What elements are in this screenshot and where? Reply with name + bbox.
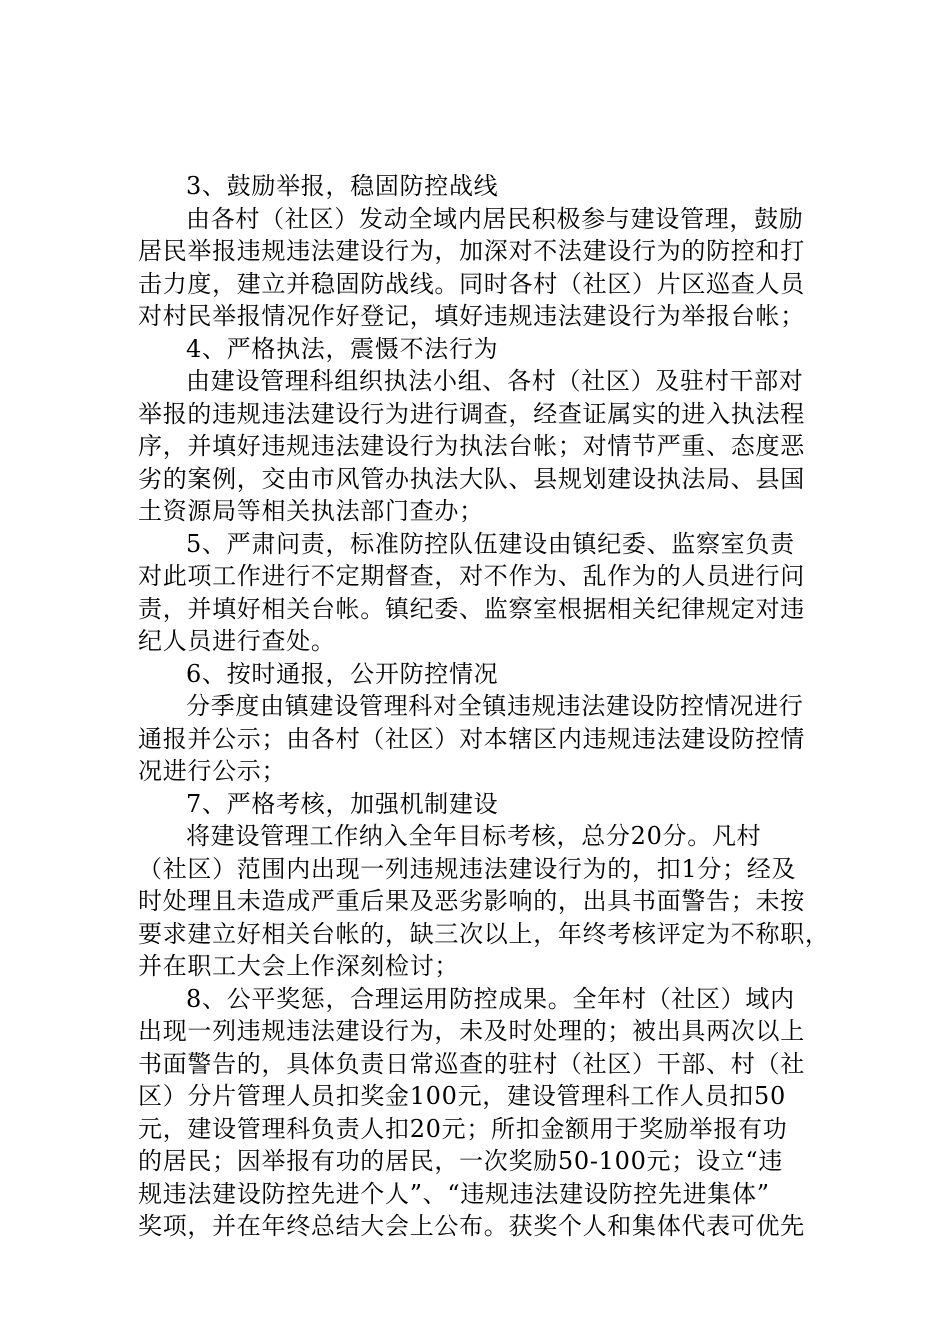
- text-line: 区）分片管理人员扣奖金100元，建设管理科工作人员扣50: [138, 1082, 786, 1110]
- text-line: 的居民；因举报有功的居民，一次奖励50-100元；设立“违: [138, 1147, 784, 1175]
- text-line: 由各村（社区）发动全域内居民积极参与建设管理，鼓励: [186, 204, 804, 233]
- text-line: 出现一列违规违法建设行为，未及时处理的；被出具两次以上: [138, 1017, 805, 1045]
- text-line: 元，建设管理科负责人扣20元；所扣金额用于奖励举报有功: [138, 1114, 788, 1143]
- text-line: 4、严格执法，震慑不法行为: [186, 334, 499, 363]
- document-body: [138, 170, 828, 1243]
- text-line: 8、公平奖惩，合理运用防控成果。全年村（社区）域内: [186, 984, 795, 1013]
- text-line: 对村民举报情况作好登记，填好违规违法建设行为举报台帐；: [138, 302, 805, 330]
- text-line: 并在职工大会上作深刻检讨；: [138, 952, 460, 980]
- text-line: （社区）范围内出现一列违规违法建设行为的，扣1分；经及: [138, 854, 797, 883]
- text-line: 要求建立好相关台帐的，缺三次以上，年终考核评定为不称职，: [138, 919, 830, 948]
- text-line: 对此项工作进行不定期督查，对不作为、乱作为的人员进行问: [138, 562, 805, 590]
- text-line: 7、严格考核，加强机制建设: [186, 789, 499, 818]
- text-line: 举报的违规违法建设行为进行调查，经查证属实的进入执法程: [138, 399, 805, 428]
- text-line: 居民举报违规违法建设行为，加深对不法建设行为的防控和打: [138, 237, 805, 265]
- text-line: 由建设管理科组织执法小组、各村（社区）及驻村干部对: [186, 367, 804, 395]
- text-line: 分季度由镇建设管理科对全镇违规违法建设防控情况进行: [186, 692, 804, 720]
- text-line: 3、鼓励举报，稳固防控战线: [186, 172, 499, 200]
- text-line: 5、严肃问责，标准防控队伍建设由镇纪委、监察室负责: [186, 529, 795, 558]
- text-line: 将建设管理工作纳入全年目标考核，总分20分。凡村: [186, 822, 762, 850]
- text-line: 纪人员进行查处。: [138, 627, 336, 655]
- text-line: 6、按时通报，公开防控情况: [186, 659, 499, 688]
- text-line: 序，并填好违规违法建设行为执法台帐；对情节严重、态度恶: [138, 432, 805, 460]
- text-line: 劣的案例，交由市风管办执法大队、县规划建设执法局、县国: [138, 464, 805, 493]
- text-line: 通报并公示；由各村（社区）对本辖区内违规违法建设防控情: [138, 724, 805, 753]
- text-line: 土资源局等相关执法部门查办；: [138, 497, 484, 525]
- text-line: 击力度，建立并稳固防战线。同时各村（社区）片区巡查人员: [138, 269, 805, 298]
- text-line: 规违法建设防控先进个人”、“违规违法建设防控先进集体”: [138, 1179, 770, 1208]
- text-line: 书面警告的，具体负责日常巡查的驻村（社区）干部、村（社: [138, 1049, 805, 1078]
- text-line: 时处理且未造成严重后果及恶劣影响的，出具书面警告；未按: [138, 887, 805, 915]
- text-line: 责，并填好相关台帐。镇纪委、监察室根据相关纪律规定对违: [138, 594, 805, 623]
- text-line: 奖项，并在年终总结大会上公布。获奖个人和集体代表可优先: [138, 1212, 805, 1240]
- text-line: 况进行公示；: [138, 757, 287, 785]
